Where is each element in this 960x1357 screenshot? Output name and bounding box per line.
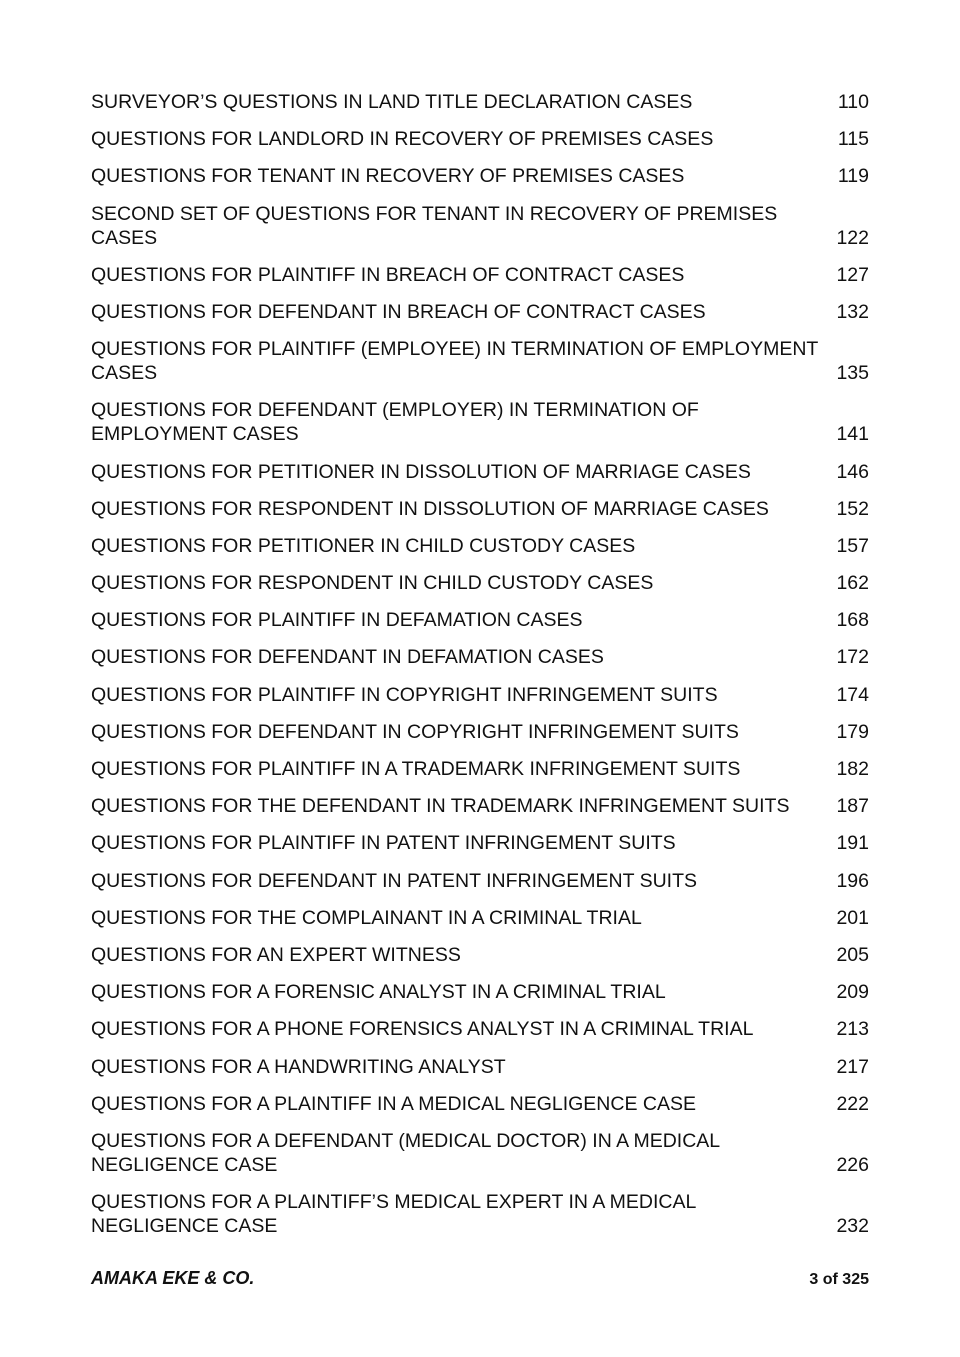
toc-entry-title: QUESTIONS FOR THE COMPLAINANT IN A CRIMINAL TRIAL — [91, 906, 642, 929]
toc-entry-title: QUESTIONS FOR LANDLORD IN RECOVERY OF PREMISES CASES — [91, 128, 714, 151]
toc-entry-page: 201 — [836, 906, 869, 929]
toc-entry[interactable] — [91, 831, 869, 855]
toc-entry-title: QUESTIONS FOR THE DEFENDANT IN TRADEMARK INFRINGEMENT SUITS — [91, 795, 790, 818]
toc-entry-title: QUESTIONS FOR PLAINTIFF IN DEFAMATION CASES — [91, 609, 583, 632]
toc-entry[interactable] — [91, 1190, 869, 1238]
toc-entry-title: QUESTIONS FOR A HANDWRITING ANALYST — [91, 1055, 506, 1078]
publisher-name: AMAKA EKE & CO. — [91, 1268, 255, 1288]
toc-entry[interactable] — [91, 497, 869, 521]
toc-entry-title: QUESTIONS FOR DEFENDANT (EMPLOYER) IN TERMINATION OF EMPLOYMENT CASES — [91, 399, 699, 446]
toc-entry-page: 141 — [836, 423, 869, 446]
toc-entry[interactable] — [91, 980, 869, 1004]
toc-entry-title: QUESTIONS FOR PLAINTIFF (EMPLOYEE) IN TERMINATION OF EMPLOYMENT CASES — [91, 338, 818, 385]
toc-entry-page: 179 — [836, 720, 869, 743]
toc-entry-page: 168 — [836, 609, 869, 632]
toc-entry[interactable] — [91, 90, 869, 114]
toc-entry[interactable] — [91, 127, 869, 151]
page-footer — [91, 1268, 869, 1289]
toc-entry-page: 146 — [836, 460, 869, 483]
toc-entry[interactable] — [91, 645, 869, 669]
toc-entry-title: QUESTIONS FOR A PLAINTIFF IN A MEDICAL NEGLIGENCE CASE — [91, 1092, 696, 1115]
toc-entry-page: 213 — [836, 1018, 869, 1041]
toc-entry[interactable] — [91, 1017, 869, 1041]
toc-entry-page: 110 — [837, 91, 869, 113]
toc-entry-title: QUESTIONS FOR PLAINTIFF IN A TRADEMARK INFRINGEMENT SUITS — [91, 758, 741, 780]
toc-entry-page: 209 — [836, 981, 869, 1004]
toc-entry-page: 152 — [836, 497, 869, 520]
toc-entry[interactable] — [91, 869, 869, 893]
toc-entry[interactable] — [91, 683, 869, 707]
toc-entry-title: QUESTIONS FOR DEFENDANT IN COPYRIGHT INFRINGEMENT SUITS — [91, 720, 739, 743]
toc-entry-page: 191 — [836, 832, 869, 855]
toc-entry-title: QUESTIONS FOR A DEFENDANT (MEDICAL DOCTOR) IN A MEDICAL NEGLIGENCE CASE — [91, 1129, 720, 1176]
toc-entry[interactable] — [91, 720, 869, 744]
toc-entry[interactable] — [91, 608, 869, 632]
toc-entry-page: 205 — [836, 943, 869, 966]
toc-entry[interactable] — [91, 757, 869, 781]
toc-entry[interactable] — [91, 906, 869, 930]
toc-entry-page: 196 — [836, 869, 869, 892]
toc-entry-page: 132 — [836, 300, 869, 323]
page-indicator: 3 of 325 — [809, 1271, 869, 1288]
toc-entry-title: QUESTIONS FOR DEFENDANT IN PATENT INFRINGEMENT SUITS — [91, 869, 697, 892]
toc-entry-title: QUESTIONS FOR DEFENDANT IN DEFAMATION CASES — [91, 646, 604, 669]
toc-entry-page: 135 — [836, 362, 869, 385]
toc-entry[interactable] — [91, 571, 869, 595]
toc-entry-page: 122 — [836, 226, 869, 249]
toc-entry[interactable] — [91, 263, 869, 287]
table-of-contents — [91, 90, 869, 1251]
toc-entry-title: SECOND SET OF QUESTIONS FOR TENANT IN RECOVERY OF PREMISES CASES — [91, 202, 778, 249]
toc-entry[interactable] — [91, 300, 869, 324]
toc-entry-title: QUESTIONS FOR PETITIONER IN CHILD CUSTODY CASES — [91, 534, 636, 557]
toc-entry-page: 127 — [836, 263, 869, 286]
toc-entry-title: SURVEYOR’S QUESTIONS IN LAND TITLE DECLARATION CASES — [91, 91, 693, 113]
toc-entry-page: 157 — [836, 534, 869, 557]
toc-entry[interactable] — [91, 1129, 869, 1177]
toc-entry[interactable] — [91, 943, 869, 967]
toc-entry-title: QUESTIONS FOR A PHONE FORENSICS ANALYST IN A CRIMINAL TRIAL — [91, 1018, 754, 1041]
toc-entry-page: 217 — [836, 1055, 869, 1078]
toc-entry-page: 119 — [837, 165, 869, 188]
toc-entry-page: 162 — [836, 572, 869, 595]
toc-entry-title: QUESTIONS FOR PLAINTIFF IN PATENT INFRINGEMENT SUITS — [91, 832, 676, 855]
toc-entry-title: QUESTIONS FOR PLAINTIFF IN BREACH OF CONTRACT CASES — [91, 263, 685, 286]
toc-entry-title: QUESTIONS FOR DEFENDANT IN BREACH OF CONTRACT CASES — [91, 300, 706, 323]
toc-entry[interactable] — [91, 337, 869, 385]
toc-entry-title: QUESTIONS FOR RESPONDENT IN CHILD CUSTODY CASES — [91, 572, 654, 595]
toc-entry-page: 115 — [837, 128, 869, 151]
toc-entry-title: QUESTIONS FOR A PLAINTIFF’S MEDICAL EXPERT IN A MEDICAL NEGLIGENCE CASE — [91, 1191, 696, 1238]
toc-entry-page: 187 — [836, 795, 869, 818]
toc-entry-title: QUESTIONS FOR A FORENSIC ANALYST IN A CRIMINAL TRIAL — [91, 981, 666, 1004]
toc-entry-page: 172 — [836, 646, 869, 669]
toc-entry-title: QUESTIONS FOR PETITIONER IN DISSOLUTION OF MARRIAGE CASES — [91, 460, 751, 483]
toc-entry-page: 174 — [836, 683, 869, 706]
toc-entry[interactable] — [91, 164, 869, 188]
toc-entry[interactable] — [91, 398, 869, 446]
toc-entry-page: 182 — [836, 758, 869, 780]
toc-entry-page: 222 — [836, 1092, 869, 1115]
toc-entry-title: QUESTIONS FOR AN EXPERT WITNESS — [91, 943, 461, 966]
toc-entry[interactable] — [91, 1092, 869, 1116]
toc-entry-title: QUESTIONS FOR RESPONDENT IN DISSOLUTION OF MARRIAGE CASES — [91, 497, 769, 520]
toc-entry[interactable] — [91, 460, 869, 484]
toc-entry-title: QUESTIONS FOR TENANT IN RECOVERY OF PREMISES CASES — [91, 165, 685, 188]
toc-entry-title: QUESTIONS FOR PLAINTIFF IN COPYRIGHT INFRINGEMENT SUITS — [91, 683, 718, 706]
toc-entry-page: 232 — [836, 1215, 869, 1238]
toc-entry[interactable] — [91, 794, 869, 818]
toc-entry[interactable] — [91, 1055, 869, 1079]
toc-entry[interactable] — [91, 534, 869, 558]
toc-entry[interactable] — [91, 202, 869, 250]
toc-entry-page: 226 — [836, 1153, 869, 1176]
